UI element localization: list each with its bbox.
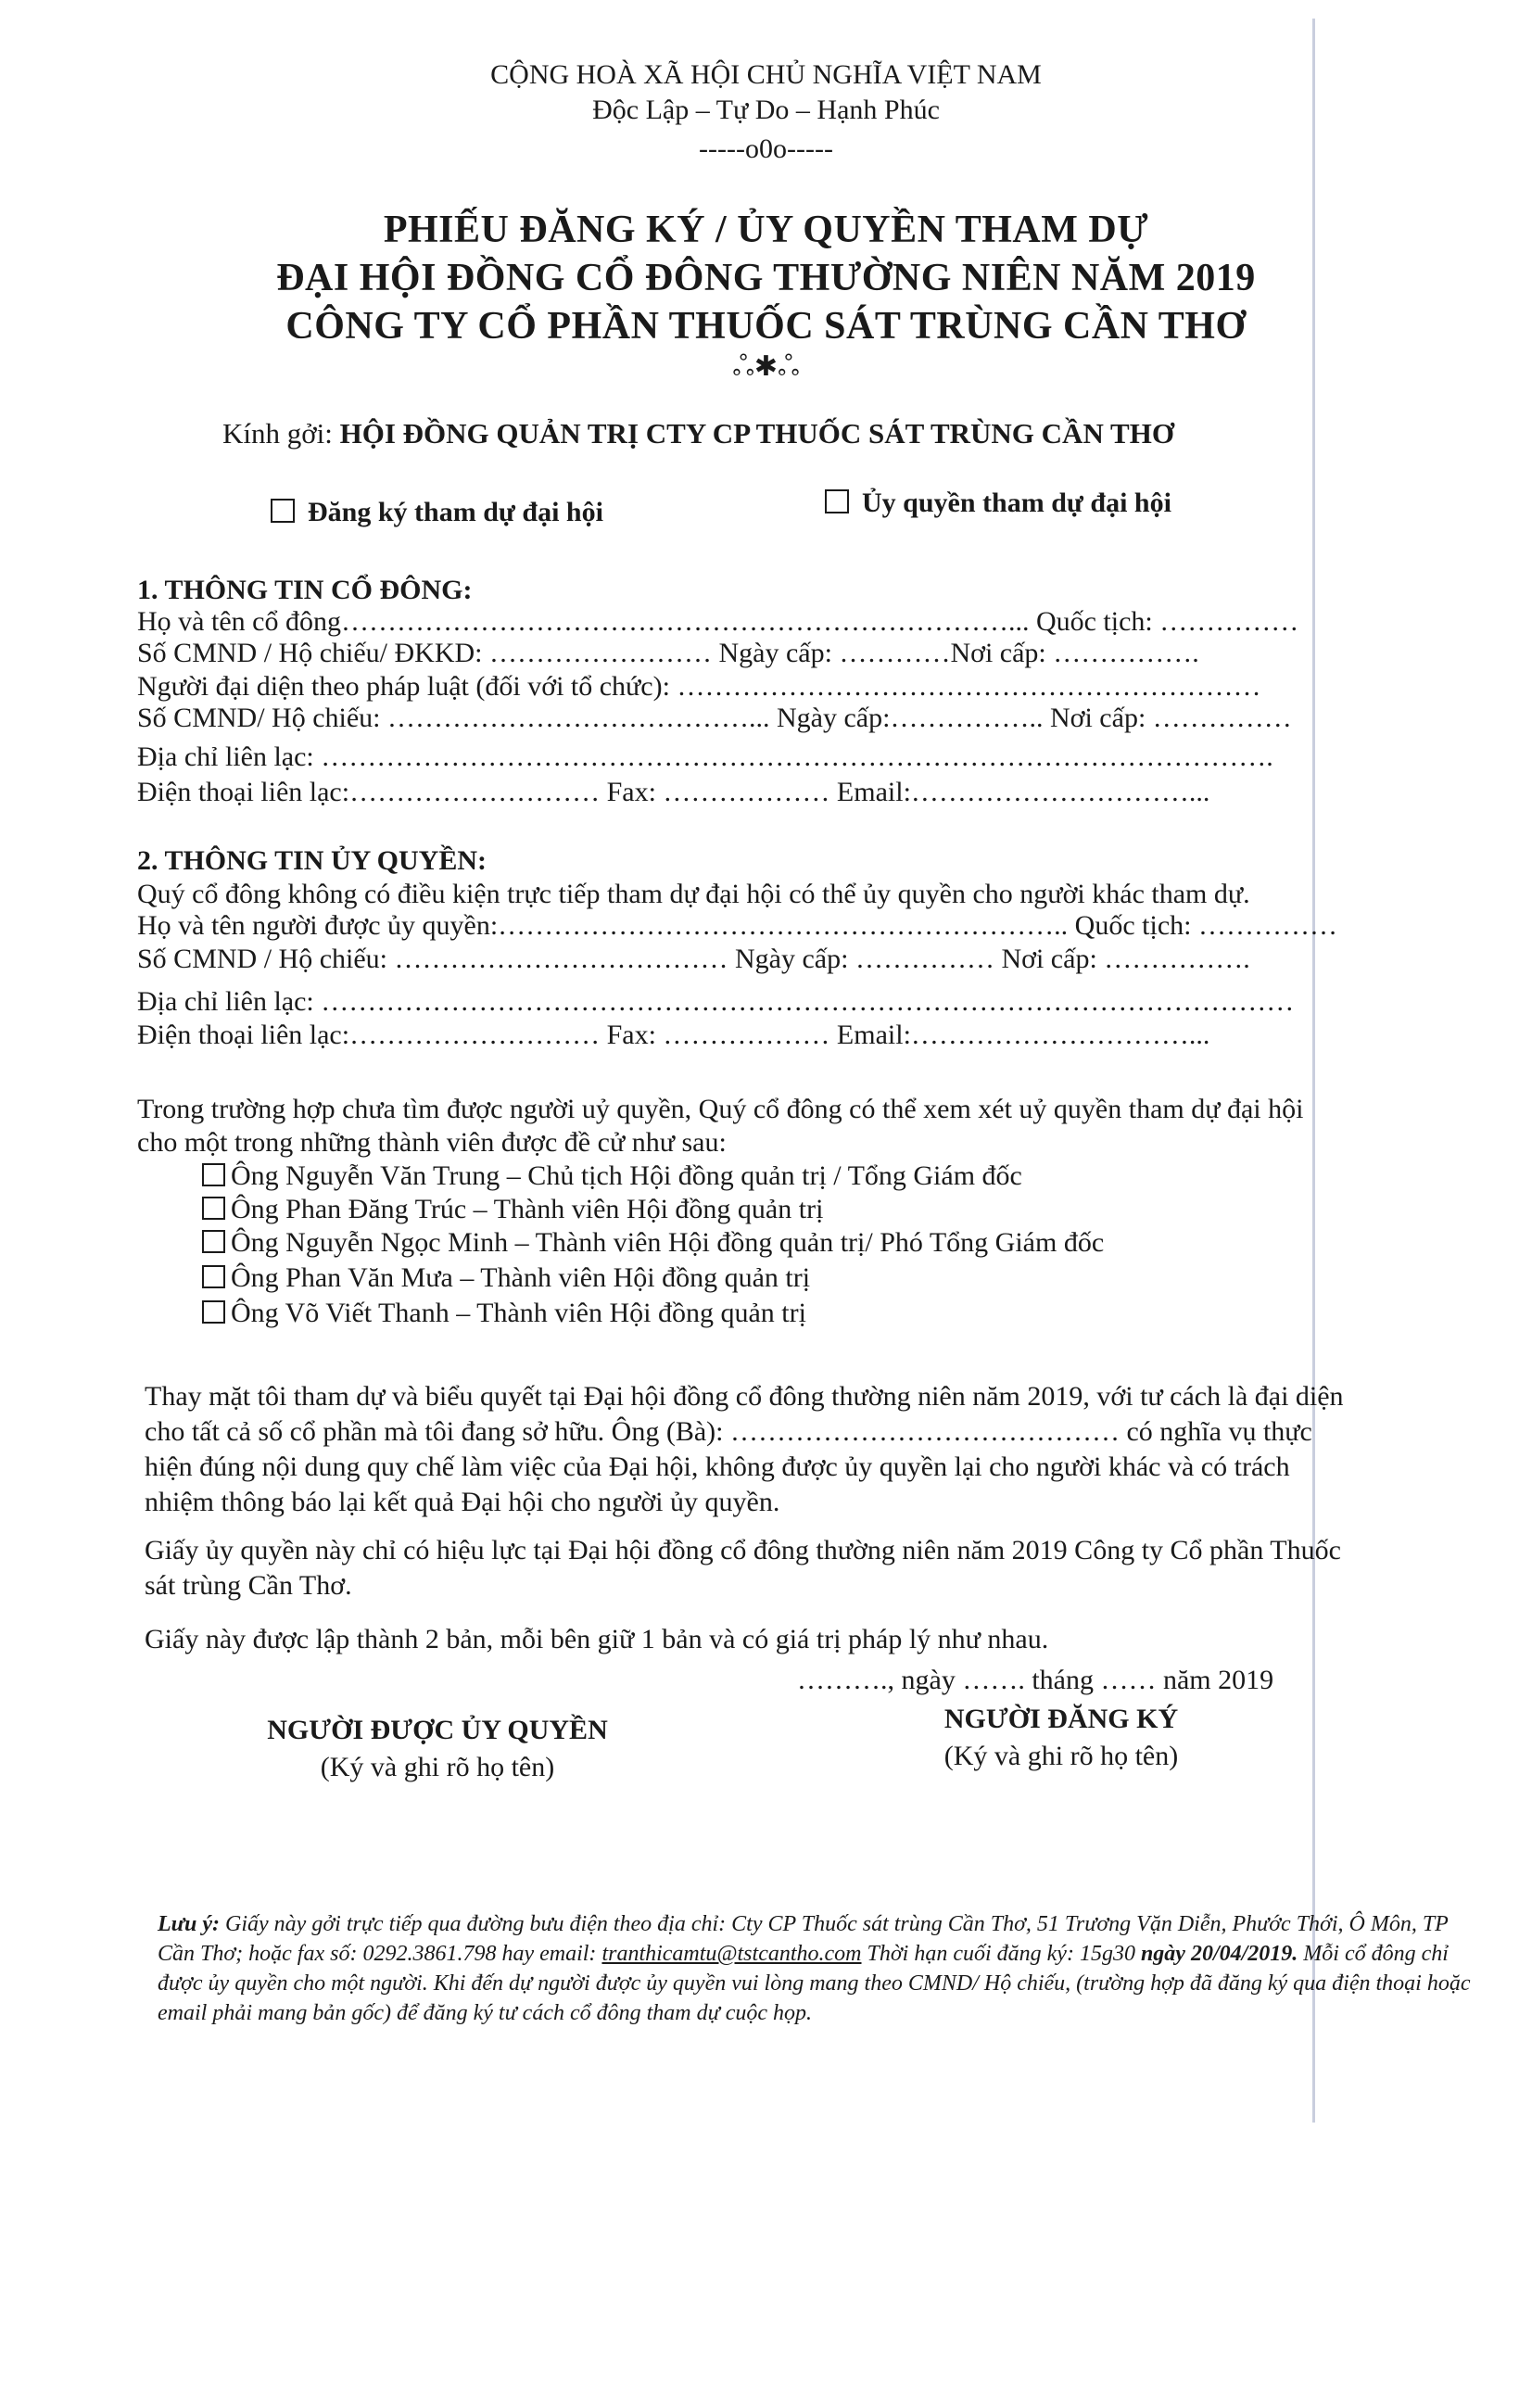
section1-heading: 1. THÔNG TIN CỔ ĐÔNG: [137, 575, 473, 605]
nominee-checkbox[interactable] [202, 1197, 225, 1220]
proxy-signature-note: (Ký và ghi rõ họ tên) [320, 1752, 555, 1782]
nominee-checkbox[interactable] [202, 1300, 225, 1324]
ornament-icon: ஃ✱ஃ [732, 351, 800, 382]
register-label: Đăng ký tham dự đại hội [308, 497, 603, 527]
title-line-3: CÔNG TY CỔ PHẦN THUỐC SÁT TRÙNG CẦN THƠ [285, 305, 1247, 348]
shareholder-contact-field[interactable]: Điện thoại liên lạc:……………………… Fax: ……………… Email:…………………………... [137, 777, 1210, 807]
representative-id-field[interactable]: Số CMND/ Hộ chiếu: …………………………………... Ngày cấp:…………….. Nơi cấp: …………… [137, 703, 1292, 733]
footnote-text-2: Thời hạn cuối đăng ký: 15g30 [861, 1942, 1141, 1966]
footnote-text-3: Mỗi cổ đông chỉ được ủy quyền cho một người. Khi đến dự người được ủy quyền vui lòng mang theo CMND/ Hộ chiếu, (trường hợp đã đăng ký qua điện thoại hoặc email phải mang bản gốc) để đăng ký tư cách cổ đông tham dự cuộc họp. [158, 1942, 1471, 2025]
body-paragraph-2-line: sát trùng Cần Thơ. [145, 1570, 352, 1601]
nominee-item[interactable] [202, 1227, 1104, 1259]
nominee-label: Ông Nguyễn Văn Trung – Chủ tịch Hội đồng quản trị / Tổng Giám đốc [231, 1160, 1022, 1191]
legal-representative-field[interactable]: Người đại diện theo pháp luật (đối với tổ chức): ……………………………………………………… [137, 671, 1261, 702]
recipient-line [222, 417, 1174, 450]
registrant-signature-title: NGƯỜI ĐĂNG KÝ [943, 1704, 1179, 1734]
proxy-address-field[interactable]: Địa chỉ liên lạc: …………………………………………………………………………………………… [137, 986, 1295, 1017]
registrant-signature-note: (Ký và ghi rõ họ tên) [943, 1741, 1179, 1771]
body-paragraph-1-line: Thay mặt tôi tham dự và biểu quyết tại Đại hội đồng cổ đông thường niên năm 2019, với tư cách là đại diện [145, 1381, 1344, 1412]
nominee-label: Ông Võ Viết Thanh – Thành viên Hội đồng quản trị [231, 1298, 806, 1328]
nominee-item[interactable] [202, 1298, 806, 1329]
proxy-id-field[interactable]: Số CMND / Hộ chiếu: ……………………………… Ngày cấp: …………… Nơi cấp: ……………. [137, 944, 1250, 974]
section2-intro: Quý cổ đông không có điều kiện trực tiếp tham dự đại hội có thể ủy quyền cho người khác tham dự. [137, 879, 1250, 909]
shareholder-address-field[interactable]: Địa chỉ liên lạc: …………………………………………………………………………………………. [137, 741, 1273, 772]
title-line-2: ĐẠI HỘI ĐỒNG CỔ ĐÔNG THƯỜNG NIÊN NĂM 2019 [276, 257, 1256, 299]
register-checkbox[interactable] [271, 499, 295, 523]
signature-date[interactable]: ………., ngày ……. tháng …… năm 2019 [797, 1665, 1274, 1695]
deadline-date: ngày 20/04/2019. [1140, 1942, 1298, 1966]
body-paragraph-1-line: hiện đúng nội dung quy chế làm việc của Đại hội, không được ủy quyền lại cho người khác và có trách [145, 1451, 1290, 1482]
proxy-signature-title: NGƯỜI ĐƯỢC ỦY QUYỀN [267, 1715, 608, 1745]
nominees-intro-1: Trong trường hợp chưa tìm được người uỷ quyền, Quý cổ đông có thể xem xét uỷ quyền tham dự đại hội [137, 1094, 1304, 1124]
shareholder-id-field[interactable]: Số CMND / Hộ chiếu/ ĐKKD: …………………… Ngày cấp: …………Nơi cấp: ……………. [137, 638, 1199, 668]
footnote-label: Lưu ý: [158, 1912, 221, 1936]
nominee-item[interactable] [202, 1262, 810, 1294]
recipient-prefix: Kính gởi: [222, 417, 333, 450]
body-paragraph-2-line: Giấy ủy quyền này chỉ có hiệu lực tại Đại hội đồng cổ đông thường niên năm 2019 Công ty Cổ phần Thuốc [145, 1535, 1341, 1565]
body-paragraph-1-line: nhiệm thông báo lại kết quả Đại hội cho người ủy quyền. [145, 1487, 780, 1517]
body-paragraph-3: Giấy này được lập thành 2 bản, mỗi bên giữ 1 bản và có giá trị pháp lý như nhau. [145, 1624, 1049, 1654]
shareholder-name-field[interactable]: Họ và tên cổ đông………………………………………………………………... Quốc tịch: …………… [137, 606, 1299, 637]
nominee-label: Ông Phan Đăng Trúc – Thành viên Hội đồng quản trị [231, 1194, 824, 1224]
divider: -----o0o----- [699, 133, 833, 164]
option-register[interactable] [271, 497, 603, 528]
authorize-label: Ủy quyền tham dự đại hội [862, 488, 1171, 518]
authorize-checkbox[interactable] [825, 489, 849, 513]
motto: Độc Lập – Tự Do – Hạnh Phúc [592, 95, 940, 125]
proxy-name-field[interactable]: Họ và tên người được ủy quyền:…………………………………………………….. Quốc tịch: …………… [137, 910, 1337, 941]
nominee-label: Ông Nguyễn Ngọc Minh – Thành viên Hội đồng quản trị/ Phó Tổng Giám đốc [231, 1227, 1105, 1258]
nominees-intro-2: cho một trong những thành viên được đề cử như sau: [137, 1127, 727, 1158]
body-paragraph-1-line: cho tất cả số cổ phần mà tôi đang sở hữu. Ông (Bà): …………………………………… có nghĩa vụ thực [145, 1416, 1312, 1447]
nominee-label: Ông Phan Văn Mưa – Thành viên Hội đồng quản trị [231, 1262, 811, 1293]
footnote [158, 1909, 1474, 2028]
nominee-checkbox[interactable] [202, 1230, 225, 1253]
recipient-name: HỘI ĐỒNG QUẢN TRỊ CTY CP THUỐC SÁT TRÙNG CẦN THƠ [339, 417, 1174, 450]
nation-header: CỘNG HOÀ XÃ HỘI CHỦ NGHĨA VIỆT NAM [490, 59, 1042, 90]
nominee-item[interactable] [202, 1194, 823, 1225]
proxy-contact-field[interactable]: Điện thoại liên lạc:……………………… Fax: ……………… Email:…………………………... [137, 1020, 1210, 1050]
section2-heading: 2. THÔNG TIN ỦY QUYỀN: [137, 845, 487, 876]
option-authorize[interactable] [825, 488, 1171, 519]
contact-email-link[interactable]: tranthicamtu@tstcantho.com [601, 1942, 862, 1966]
nominee-item[interactable] [202, 1160, 1022, 1192]
title-line-1: PHIẾU ĐĂNG KÝ / ỦY QUYỀN THAM DỰ [383, 209, 1149, 251]
nominee-checkbox[interactable] [202, 1163, 225, 1186]
footnote-text-1: Giấy này gởi trực tiếp qua đường bưu điện theo địa chỉ: Cty CP Thuốc sát trùng Cần Thơ, 51 Trương Vặn Diễn, Phước Thới, Ô Môn, TP Cần Thơ; hoặc fax số: 0292.3861.798 hay email: [158, 1912, 1449, 1966]
nominee-checkbox[interactable] [202, 1265, 225, 1288]
